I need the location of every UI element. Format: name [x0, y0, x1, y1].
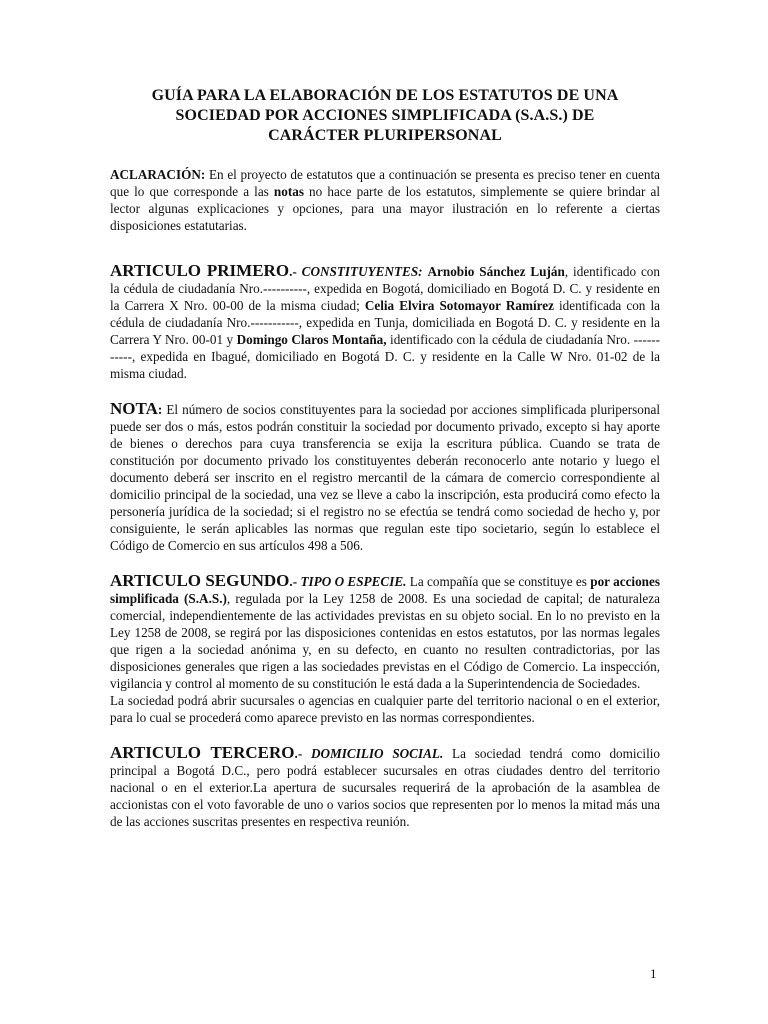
title-line-1: GUÍA PARA LA ELABORACIÓN DE LOS ESTATUTOS DE UNA: [151, 87, 619, 104]
article-2-bold-type: por acciones simplificada (S.A.S.): [110, 574, 660, 606]
page-number: 1: [650, 966, 657, 981]
article-2-paragraph: [110, 572, 660, 692]
article-1-text-3: identificado con la cédula de ciudadanía Nro. -----------, expedida en Ibagué, domiciliado en Bogotá D. C. y residente en la Calle W Nro. 01-02 de la misma ciudad.: [110, 332, 661, 381]
document-page: [110, 86, 660, 830]
aclaracion-text-1: En el proyecto de estatutos que a continuación se presenta es preciso tener en cuenta que lo que corresponde a las: [110, 167, 660, 199]
article-1-text-1: , identificado con la cédula de ciudadanía Nro.----------, expedida en Bogotá, domiciliado en Bogotá D. C. y residente en la Carrera X Nro. 00-00 de la misma ciudad;: [110, 264, 660, 313]
article-1-person-1: Arnobio Sánchez Luján: [427, 264, 565, 279]
article-1-person-2: Celia Elvira Sotomayor Ramírez: [364, 298, 554, 313]
aclaracion-text-2: no hace parte de los estatutos, simplemente se quiere brindar al lector algunas explicaciones y opciones, para una mayor ilustración en lo referente a ciertas disposiciones estatutarias.: [110, 184, 660, 233]
article-3-paragraph: [110, 744, 660, 830]
article-2-text-2: , regulada por la Ley 1258 de 2008. Es una sociedad de capital; de naturaleza comercial, independientemente de las actividades previstas en su objeto social. En lo no previsto en la Ley 1258 de 2008, se regirá por las disposiciones contenidas en estos estatutos, por las normas legales que rigen a la sociedad anónima y, en su defecto, en cuanto no resulten contradictorias, por las disposiciones generales que rigen a las sociedades previstas en el Código de Comercio. La inspección, vigilancia y control al momento de su constitución le está dada a la Superintendencia de Sociedades.: [110, 591, 660, 691]
article-1-text-2: identificada con la cédula de ciudadanía Nro.-----------, expedida en Tunja, domiciliada en Bogotá D. C. y residente en la Carrera Y Nro. 00-01 y: [110, 298, 660, 347]
document-title: [110, 86, 660, 146]
title-line-2: SOCIEDAD POR ACCIONES SIMPLIFICADA (S.A.S.) DE: [175, 107, 595, 124]
article-2-separator: .-: [289, 574, 301, 589]
aclaracion-paragraph: [110, 166, 660, 234]
nota-1-paragraph: [110, 400, 660, 554]
article-2-paragraph-2: [110, 692, 660, 726]
article-1-person-3: Domingo Claros Montaña,: [236, 332, 387, 347]
article-3-separator: .-: [294, 746, 311, 761]
article-1-separator: .-: [289, 264, 302, 279]
article-3-text-1: La sociedad tendrá como domicilio principal a Bogotá D.C., pero podrá establecer sucursales en otras ciudades dentro del territorio nacional o en el exterior.La apertura de sucursales requerirá de la aprobación de la asamblea de accionistas con el voto favorable de uno o varios socios que representen por lo menos la mitad más una de las acciones suscritas presentes en respectiva reunión.: [110, 746, 660, 829]
aclaracion-notas: notas: [273, 184, 304, 199]
nota-1-colon: :: [157, 402, 163, 417]
article-1-subtitle: CONSTITUYENTES:: [301, 264, 423, 279]
title-line-3: CARÁCTER PLURIPERSONAL: [268, 127, 502, 144]
article-1-heading: ARTICULO PRIMERO: [110, 261, 290, 280]
article-2-heading: ARTICULO SEGUNDO: [110, 571, 290, 590]
nota-1-text: El número de socios constituyentes para la sociedad por acciones simplificada pluripersonal puede ser dos o más, estos podrán constituir la sociedad por documento privado, excepto si hay aporte de bienes o derechos para cuya transferencia se exija la escritura pública. Cuando se trata de constitución por documento privado los constituyentes deberán reconocerlo ante notario y luego el documento deberá ser inscrito en el registro mercantil de la cámara de comercio correspondiente al domicilio principal de la sociedad, una vez se lleve a cabo la inscripción, esta producirá como efecto la personería jurídica de la sociedad; si el registro no se efectúa se tendrá como sociedad de hecho y, por consiguiente, le serán aplicables las normas que regulan este tipo societario, según lo establece el Código de Comercio en sus artículos 498 a 506.: [110, 402, 660, 553]
article-1-paragraph: [110, 262, 660, 382]
article-2-text-1: La compañía que se constituye es: [406, 574, 591, 589]
article-3-heading: ARTICULO TERCERO: [110, 743, 295, 762]
article-3-subtitle: DOMICILIO SOCIAL.: [311, 746, 444, 761]
aclaracion-label: ACLARACIÓN:: [110, 167, 206, 182]
article-2-text-3: La sociedad podrá abrir sucursales o agencias en cualquier parte del territorio nacional o en el exterior, para lo cual se procederá como aparece previsto en las normas correspondientes.: [110, 693, 660, 725]
article-2-subtitle: TIPO O ESPECIE.: [300, 574, 407, 589]
nota-1-heading: NOTA: [110, 399, 158, 418]
